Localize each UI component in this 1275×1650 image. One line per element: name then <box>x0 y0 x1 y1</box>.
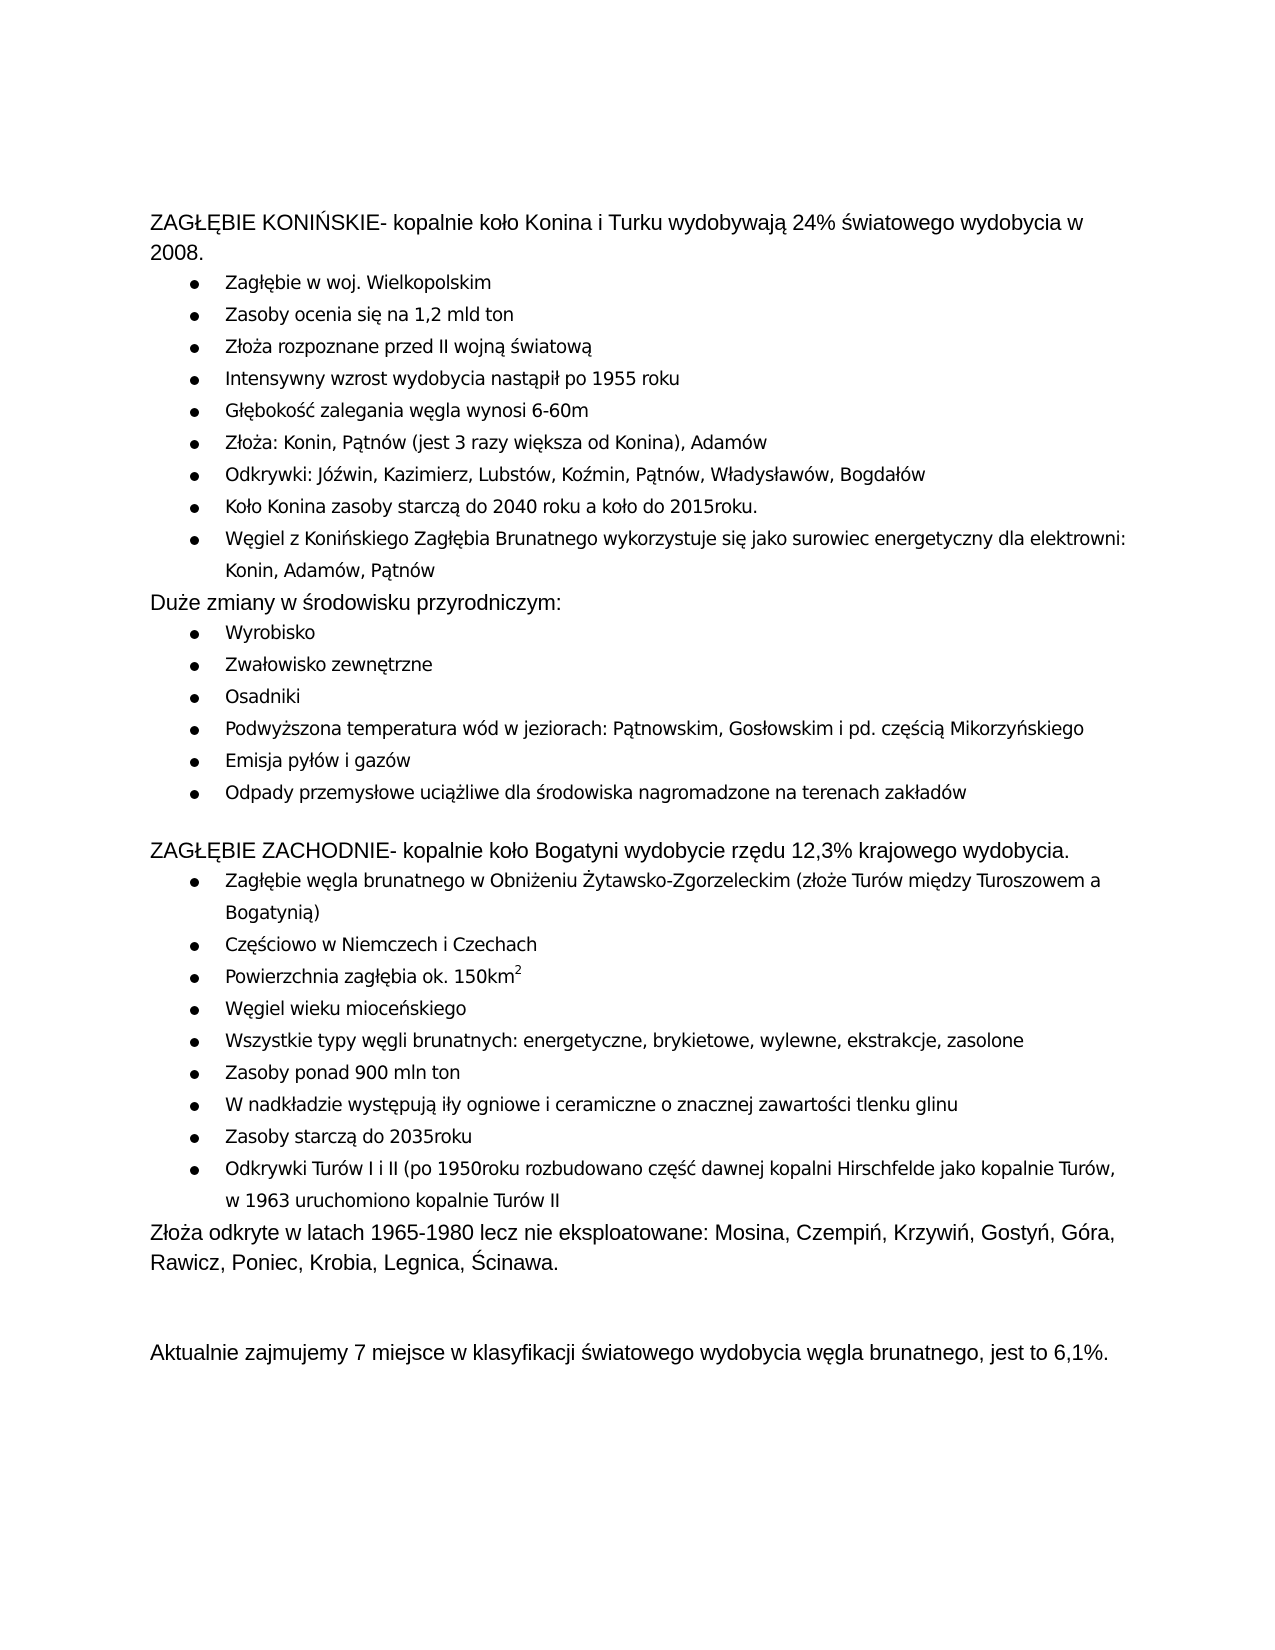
list-item: Głębokość zalegania węgla wynosi 6-60m <box>150 396 1130 428</box>
list-item: Emisja pyłów i gazów <box>150 746 1130 778</box>
spacer <box>150 1278 1130 1338</box>
bullet-icon <box>190 878 199 887</box>
document-page <box>150 208 1130 1368</box>
bullet-icon <box>190 1166 199 1175</box>
list-item: Wyrobisko <box>150 618 1130 650</box>
list-item: Węgiel z Konińskiego Zagłębia Brunatnego wykorzystuje się jako surowiec energetyczny dla elektrowni: Konin, Adamów, Pątnów <box>150 524 1130 588</box>
bullet-icon <box>190 280 199 289</box>
list-item: Zasoby starczą do 2035roku <box>150 1122 1130 1154</box>
bullet-icon <box>190 472 199 481</box>
bullet-icon <box>190 504 199 513</box>
bullet-icon <box>190 758 199 767</box>
list-item: Częściowo w Niemczech i Czechach <box>150 930 1130 962</box>
bullet-icon <box>190 1070 199 1079</box>
bullet-icon <box>190 974 199 983</box>
list-item: Podwyższona temperatura wód w jeziorach: Pątnowskim, Gosłowskim i pd. częścią Mikorzyńskiego <box>150 714 1130 746</box>
bullet-list-environment <box>150 618 1130 810</box>
bullet-icon <box>190 536 199 545</box>
list-item: Zasoby ocenia się na 1,2 mld ton <box>150 300 1130 332</box>
bullet-icon <box>190 1134 199 1143</box>
bullet-icon <box>190 694 199 703</box>
bullet-icon <box>190 790 199 799</box>
bullet-list-konin <box>150 268 1130 588</box>
section-heading-environment: Duże zmiany w środowisku przyrodniczym: <box>150 590 562 615</box>
superscript: 2 <box>514 963 522 977</box>
list-item: Węgiel wieku mioceńskiego <box>150 994 1130 1026</box>
list-item: W nadkładzie występują iły ogniowe i ceramiczne o znacznej zawartości tlenku glinu <box>150 1090 1130 1122</box>
list-item: Koło Konina zasoby starczą do 2040 roku a koło do 2015roku. <box>150 492 1130 524</box>
list-item: Złoża rozpoznane przed II wojną światową <box>150 332 1130 364</box>
list-item: Zagłębie węgla brunatnego w Obniżeniu Żytawsko-Zgorzeleckim (złoże Turów między Turoszowem a Bogatynią) <box>150 866 1130 930</box>
bullet-icon <box>190 1038 199 1047</box>
bullet-icon <box>190 630 199 639</box>
bullet-icon <box>190 408 199 417</box>
list-item: Powierzchnia zagłębia ok. $150km^2$ <box>150 962 1130 994</box>
bullet-icon <box>190 376 199 385</box>
list-item: Wszystkie typy węgli brunatnych: energetyczne, brykietowe, wylewne, ekstrakcje, zasolone <box>150 1026 1130 1058</box>
list-item: Osadniki <box>150 682 1130 714</box>
list-item: Złoża: Konin, Pątnów (jest 3 razy większa od Konina), Adamów <box>150 428 1130 460</box>
list-item: Intensywny wzrost wydobycia nastąpił po 1955 roku <box>150 364 1130 396</box>
bullet-icon <box>190 312 199 321</box>
list-item: Zwałowisko zewnętrzne <box>150 650 1130 682</box>
list-item: Odpady przemysłowe uciążliwe dla środowiska nagromadzone na terenach zakładów <box>150 778 1130 810</box>
list-item: Zasoby ponad 900 mln ton <box>150 1058 1130 1090</box>
paragraph-world-ranking: Aktualnie zajmujemy 7 miejsce w klasyfikacji światowego wydobycia węgla brunatnego, jest to 6,1%. <box>150 1340 1109 1365</box>
section-heading-konin: ZAGŁĘBIE KONIŃSKIE- kopalnie koło Konina i Turku wydobywają 24% światowego wydobycia w 2008. <box>150 210 1083 265</box>
list-item: Odkrywki Turów I i II (po 1950roku rozbudowano część dawnej kopalni Hirschfelde jako kopalnie Turów, w 1963 uruchomiono kopalnie Turów II <box>150 1154 1130 1218</box>
bullet-icon <box>190 344 199 353</box>
paragraph-undeveloped-deposits: Złoża odkryte w latach 1965-1980 lecz nie eksploatowane: Mosina, Czempiń, Krzywiń, Gostyń, Góra, Rawicz, Poniec, Krobia, Legnica, Ścinawa. <box>150 1220 1116 1275</box>
section-heading-zachodnie: ZAGŁĘBIE ZACHODNIE- kopalnie koło Bogatyni wydobycie rzędu 12,3% krajowego wydobycia. <box>150 838 1070 863</box>
bullet-icon <box>190 662 199 671</box>
list-item: Odkrywki: Jóźwin, Kazimierz, Lubstów, Koźmin, Pątnów, Władysławów, Bogdałów <box>150 460 1130 492</box>
bullet-icon <box>190 942 199 951</box>
bullet-icon <box>190 726 199 735</box>
bullet-icon <box>190 440 199 449</box>
bullet-list-zachodnie <box>150 866 1130 1218</box>
bullet-icon <box>190 1006 199 1015</box>
spacer <box>150 810 1130 836</box>
bullet-icon <box>190 1102 199 1111</box>
list-item: Zagłębie w woj. Wielkopolskim <box>150 268 1130 300</box>
